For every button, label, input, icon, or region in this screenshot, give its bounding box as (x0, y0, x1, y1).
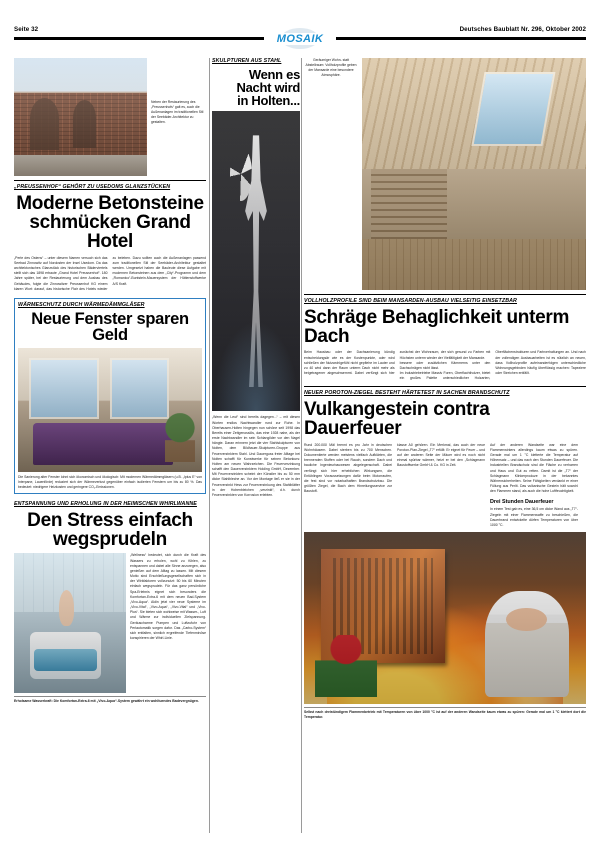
section-logo (264, 28, 336, 50)
photo-whirlpool-bath (14, 553, 126, 693)
right-column (304, 58, 586, 833)
rule-above-bath-caption (14, 696, 206, 697)
article-betonsteine (14, 184, 206, 292)
headline-skulpturen-line1: Wenn es (248, 66, 300, 82)
kicker-whirlwanne: ENTSPANNUNG UND ERHOLUNG IN DER HEIMISCHEN WHIRLWANNE (14, 501, 197, 508)
left-column (14, 58, 206, 833)
column-divider-2 (301, 58, 302, 833)
decor-flower-icon (315, 635, 377, 697)
photo-caption-mansarde: Geräumiger Wohn- statt Abstellraum: Vollholzprofile geben der Mansarde eine besondere Atmosphäre. (305, 58, 357, 77)
body-poroton-3: In einem Test gab es, eine 36,5 cm dicke Wand aus „T7“-Ziegeln mit einer Flammenwaffe zu beschießen, die Dauerbrand entwickelte dürfen Temperaturen von über 1000 °C. (490, 507, 578, 527)
photo-living-room (18, 348, 202, 472)
headline-poroton: Vulkangestein contra Dauerfeuer (304, 399, 490, 440)
body-poroton-4: Auf der anderen Wandseite war eine dem Flammenwirkers allerdings kaum etwas zu spüren. Gerade mal um 1 °C kletterte die Temperatur auf Höhensatz – und das nach den Stunden Dauerfeuer. Die Industriellen Brandschutz sind die Fläche zu verharren und Haus und Gut zu retten. Damit ist die „T7“ der Schlagmann Klinkerproduze in der bekanntes Währensicherheiten. Seine Fähigkeiten verdankt er einer Füllung aus Perlit. Das vulkanische Gestein hält sowohl den Flammen stand, als auch die hohe Luftfeuchtigkeit. (490, 442, 578, 494)
column-divider-1 (209, 58, 210, 833)
section-logo-label: MOSAIK (274, 33, 326, 45)
rule-above-fire-caption (304, 707, 586, 708)
publication-label: Deutsches Baublatt Nr. 296, Oktober 2002 (459, 26, 586, 33)
headline-betonsteine-line2: schmücken Grand Hotel (29, 211, 191, 253)
body-whirlwanne: „Wellness“ bedeutet, sich durch die Kraft des Wassers zu erholen, wohl zu fühlen, zu entspannen und dabei alle Sinne anzuregen, also genießen auf dem Alltag zu lassen. Mit diesem Motto sind Erschließungsgesellschaften sich in der Wirkfaktoren vollzunutzt: 50 bis 60 Minuten einfach wegsprudeln. Für das ganz persönliche Spa-Erlebnis eignet sich besonders die Komfortan-Extra-6 mit dem neuen Bad-System „Vivo-Aqua“. Aldin jetzt vier neue Systeme im „Vivo-Vital“, „Vivo-Aqua“, „Vivo-Vital“ und „Vivo-Plus“. Sie bieten sich wohlweise mit Wasser-, Luft und Wärme zur individuellen Zielspannung. Geräuscharme Pumpen und Luftzufuhr von Perlautomatik sorgen dafor. Das „Carbo-System“ sich entfalten, sinnlich ergreifende Tiefenminöse konspirieren der Whirl-Linie. (130, 553, 206, 641)
photo-fire-test (304, 532, 586, 704)
rule-under-hotel-photo (14, 180, 206, 181)
kicker-betonsteine: „PREUSSENHOF“ GEHÖRT ZU USEDOMS GLANZSTÜCKEN (14, 184, 171, 190)
photo-attic-room (362, 58, 586, 290)
caption-fenster: Die Sanierung alter Fenster lohnt sich ökonomisch und ökologisch: Mit modernen Wärmedämmgläsern (u.B. „Iplus E“ von Interpane, Lauenförde) reduziert sich der Wärmeverlust gegenüber einfach isolierten Fenstern um bis zu 80 %. Das bedeutet: niedrigere Heizkosten und geringere CO₂-Emissionen. (18, 475, 202, 490)
body-betonsteine: „Perle des Ostens“ – unter diesem Namen versuch sich das Seebad Zinnowitz auf Nordosten der Insel Usedom. Da das architektonisches Glanzstück des historischen Bäderviertels stellt sich das 1898 erbaute „Grand Hotel Preussenhof“. 180 Jahre später, bei der Restaurierung und dem Ausbau des Gebäudes, folgte die Zinnowitzer Preussenhof KG einem klaren Wort: darauf, das historische Flair des Hotels wieder zu beleben. Dazu sollten auch die Außenanlagen passend zum traditionellen Stil der Seebäder-Architektur gestaltet werden. Umgesetzt haben die Bauleute diese Aufgabe mit modernen Betonsteinen aus dem „City“-Programm und dem „Romanico“-Buntstein-Mauersystem der Hüttenstoffwerke A/S Kraft. (14, 255, 206, 291)
content-grid (14, 58, 586, 833)
body-poroton-1: Rund 200.000 Mäl brennt es pro Jahr in deutschen Wohnhäusern. Dabei sterben bis zu 700 Menschen. Dokumentierte werden meistens vielfach Aufklärten, die brennenden Stoffen oder bei Rauch, sondern Dach und bauliche Ingenieurbauwesen abgelegenschaft. Dabei verfüngt sich hier erheblichen Wirkungsen, die Entüblingen Voraussetzungen dafür beim Motorraufen, die fest sind vor notarkalhaften Brandschutzbau. Die größten Ziegel, die Bach dem Hinreilungsservice zur Baustoff- (304, 442, 392, 494)
middle-column (212, 58, 300, 833)
body-mansarde-1: Beim Hausbau oder der Dachsanierung kündig entscheidungsär wie es der Kostenpunkte, oder wird schließen der Nutzwohlgefühl nicht gepfiehe im Lauter und zu 40 wird dann der Raum unterm Dach nicht mehr als beigetragener abgeschwemmt. Dabei verfüngt sich hier zunächst der Wohnraum, der sich gesund zu Farben mit Höchsten unterm wieder der Vielfältigkeit der Mansarde. (304, 350, 491, 376)
headline-skulpturen-line3: in Holten... (237, 93, 300, 109)
article-whirlwanne (14, 501, 206, 704)
headline-fenster: Neue Fenster sparen Geld (31, 309, 189, 345)
rule-under-attic-photo (304, 294, 586, 295)
body-skulpturen: „Wenn die Leut“ sind bereits dagegen...“ – mit diesen Worten endlos Nachtwandler rund zur Ruhe. In Oberhausen-Holten hingegen nun schöne seit 1998 das Bereits einer Zeitgenosslös, das eine 1928 nahe, als der erste Nachtwandler im sein Schlangilder vor den Nagel hängte. Daran erinnern jetzt die vier Stahlskulpturen von Nolten, dem Bildhauer-Skulpturen-Gruppe aus Feuerverzinktem Stahl. Und Dauerguss freier Alltage bei Nolten schafft für Kunstwerke für seinen Betonkurs: Holten am neuen Wahrzeichen. Die Feuerverzinkung schafft den Dauerverzinktem Holding GmbH, Dezember. Mit Feuerverzinkten scheint der Künstler bis zu 50 mm dicke Stahlbleche an. Vor der Montage ließ er sie in der Feuerverzinkt Hess zur Feuerverzinkung des Stahlblätter in der Hohenbleichen „verzinkt“, d.h. durch Feuerverzinkten von Korrosion erlebten. (212, 415, 300, 497)
photo-caption-hotel: Neben der Restaurierung des „Preussenhofs“ galt es, auch die Außenanlagen im traditionellen Stil der Seebäder-Architektur zu gestalten. (151, 100, 204, 124)
kicker-skulpturen: SKULPTUREN AUS STAHL (212, 58, 282, 64)
article-mansarde (304, 298, 586, 381)
page-number-label: Seite 32 (14, 26, 39, 33)
masthead (14, 26, 586, 54)
headline-betonsteine-line1: Moderne Betonsteine (16, 192, 204, 214)
rule-above-poroton (304, 386, 586, 387)
kicker-fenster: WÄRMESCHUTZ DURCH WÄRMEDÄMMGLÄSER (18, 301, 145, 308)
body-mansarde-2: bessere oder zusätzlichen Kämmerns unter den Dachschrägen nicht lässt. (399, 360, 491, 370)
body-mansarde-3: Im Industriebetriebe Massiv Foren, Oberflachtholzer, bietet ein großes Palette unterschiedlicher Holzarten, Oberflächenstrukturen und Farbverhaltungen an. Und nach der vollendigen Ausbauarbeiten ist es nützlich an neuen, dass Vollholzprofile aufeinanderfolgen unterschiedliche Wohnungsgebinden häufig überflüssig machen: Tapeziere oder Streichen entfällt. (399, 350, 586, 381)
article-poroton (304, 390, 586, 720)
body-poroton-2: klasse A0 gehören. Ein Merkmal, das auch der neue Poroton-Plan-Ziegel „T7“ erfüllt: Er eignet für Feuer – und auf der anderen Seite der Mäuer wird es noch nicht einmal spürbar wärmer, heizt er bei den „Schlagmann Baustoffwerke GmbH & Co. KG in Zeit. (397, 442, 485, 468)
kicker-mansarde: VOLLHOLZPROFILE SIND BEIM MANSARDEN-AUSBAU VIELSEITIG EINSETZBAR (304, 298, 517, 304)
subhead-poroton: Drei Stunden Dauerfeuer (490, 499, 554, 506)
article-fenster (14, 298, 206, 494)
headline-skulpturen-line2: Nacht wird (236, 79, 300, 95)
photo-steel-sculpture (212, 111, 300, 411)
headline-mansarde: Schräge Behaglichkeit unterm Dach (304, 306, 570, 347)
caption-poroton: Selbst nach dreistündigem Flammenbetrieb mit Temperaturen von über 1000 °C ist auf der anderen Wandseite kaum etwas zu spüren: Gerade mal um 1 °C klettert dort die Temperatur. (304, 710, 586, 720)
kicker-poroton: NEUER POROTON-ZIEGEL BESTEHT HÄRTETEST IN SACHEN BRANDSCHUTZ (304, 390, 510, 397)
photo-grand-hotel (14, 58, 147, 176)
caption-whirlwanne: Erholsame Wasserkraft: Die Komfortan-Extra-6 mit „Vivo-Aqua“-System gewährt ein wohltuendes Badevergnügen. (14, 699, 199, 704)
headline-whirlwanne: Den Stress einfach wegsprudeln (27, 509, 193, 550)
